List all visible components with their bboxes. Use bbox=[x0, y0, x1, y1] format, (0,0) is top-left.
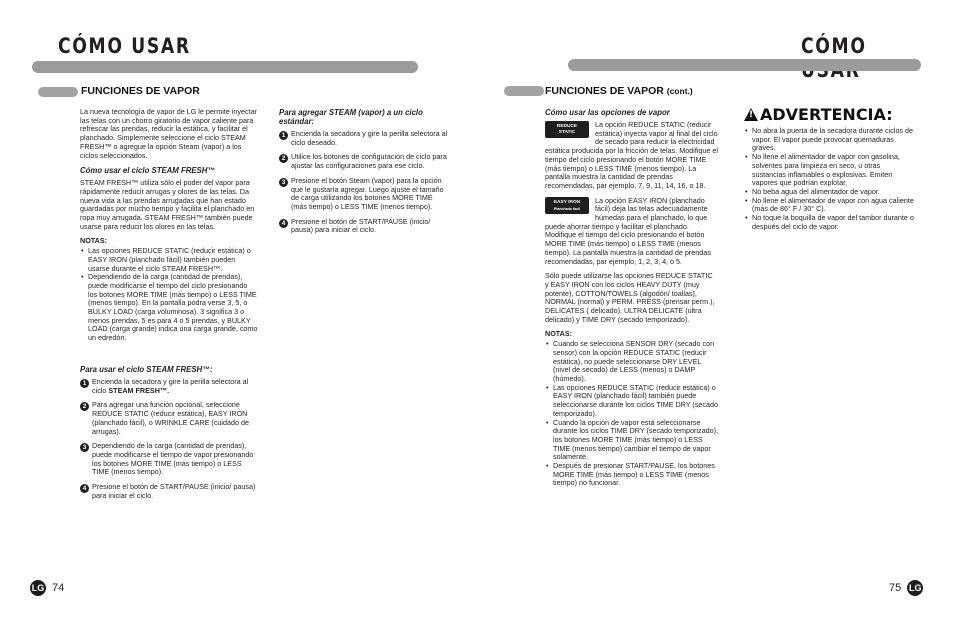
list-item: • No llene el alimentador de vapor con agua caliente (más de 86° F / 30° C). bbox=[752, 197, 916, 214]
step-number-icon: 1 bbox=[80, 379, 89, 388]
warning-glyph: ! bbox=[749, 110, 754, 120]
step-bold: STEAM FRESH™. bbox=[108, 385, 170, 395]
lg-logo-icon: LG bbox=[30, 580, 46, 596]
list-item: • No llene el alimentador de vapor con gasolina, solventes para limpieza en seco, u otras sustancias inflamables o explosivas. Emiten vapores que podrían explotar. bbox=[752, 153, 916, 188]
list-item: • Cuando se selecciona SENSOR DRY (secado con sensor) con la opción REDUCE STATIC (reducir estática), no puede seleccionarse DRY LEVEL (nivel de secado) de LESS (menos) o DAMP (húmedo). bbox=[553, 340, 718, 384]
step-text: Presione el botón de START/PAUSE (inicio/ pausa) para iniciar el ciclo. bbox=[92, 482, 256, 500]
badge-line: EASY IRON bbox=[553, 199, 581, 205]
list-item: • Las opciones REDUCE STATIC (reducir estática) o EASY IRON (planchado fácil) también pueden usarse durante el ciclo STEAM FRESH™. bbox=[88, 247, 258, 273]
add-steps-block bbox=[279, 108, 449, 241]
badge-line: REDUCE bbox=[556, 124, 578, 129]
list-item bbox=[279, 153, 449, 170]
step-text: Encienda la secadora y gire la perilla selectora al ciclo deseado. bbox=[291, 129, 448, 147]
only-text: Sólo puede utilizarse las opciones REDUCE STATIC y EASY IRON con los ciclos HEAVY DUTY (muy potente), COTTON/TOWELS (algodón/ toallas), NORMAL (normal) y PERM. PRESS (prensar perm.), DELICATES ( delicado), ULTRA DELICATE (ultra delicado) y TIME DRY (secado temporizado). bbox=[545, 271, 715, 324]
step-number-icon: 3 bbox=[80, 443, 89, 452]
step-text: Utilice los botones de configuración de ciclo para ajustar las configuraciones para ese ciclo. bbox=[291, 152, 447, 171]
list-item bbox=[80, 442, 258, 477]
list-item bbox=[279, 218, 449, 235]
list-item bbox=[279, 130, 449, 147]
section-title-right bbox=[545, 85, 693, 97]
use-title: Para usar el ciclo STEAM FRESH™: bbox=[80, 365, 213, 374]
step-number-icon: 4 bbox=[80, 484, 89, 493]
list-item bbox=[80, 483, 258, 500]
list-item: • Después de presionar START/PAUSE, los botones MORE TIME (más tiempo) o LESS TIME (menos tiempo) no funcionar. bbox=[553, 462, 718, 488]
section-title-left: FUNCIONES DE VAPOR bbox=[81, 85, 200, 97]
list-item bbox=[80, 401, 258, 436]
reduce-static-badge-icon bbox=[545, 121, 589, 138]
notes-list bbox=[80, 247, 258, 343]
section-pill-right bbox=[504, 86, 544, 96]
header-bar-left bbox=[32, 61, 418, 73]
list-item: • Cuando la opción de vapor está seleccionarse durante los ciclos TIME DRY (secado temporizado), los botones MORE TIME (más tiempo) o LESS TIME (menos tiempo) cambiar el tiempo de vapor solamente. bbox=[553, 419, 718, 463]
step-text: Dependiendo de la carga (cantidad de prendas), puede modificarse el tiempo de vapor presionando los botones MORE TIME (más tiempo) o LESS TIME (menos tiempo). bbox=[92, 441, 254, 477]
step-number-icon: 1 bbox=[279, 131, 288, 140]
notes-list bbox=[545, 340, 718, 488]
step-text: Encienda la secadora y gire la perilla selectora al ciclo bbox=[92, 377, 249, 395]
use-steps-block bbox=[80, 365, 258, 506]
notes-label: NOTAS: bbox=[80, 236, 108, 246]
step-number-icon: 2 bbox=[80, 402, 89, 411]
notes-label: NOTAS: bbox=[545, 329, 573, 339]
step-number-icon: 2 bbox=[279, 154, 288, 163]
add-title: Para agregar STEAM (vapor) a un ciclo estándar: bbox=[279, 108, 423, 126]
warning-title: ADVERTENCIA: bbox=[760, 105, 893, 124]
page-number-right bbox=[889, 580, 923, 596]
page-title-left: CÓMO USAR bbox=[58, 34, 191, 58]
easy-iron-block bbox=[545, 197, 718, 267]
section-pill-left bbox=[38, 87, 78, 97]
how-title: Cómo usar el ciclo STEAM FRESH™ bbox=[80, 166, 216, 176]
page-number-left bbox=[30, 580, 64, 596]
right-column-1 bbox=[545, 108, 718, 494]
list-item: • Dependiendo de la carga (cantidad de prendas), puede modificarse el tiempo del ciclo presionando los botones MORE TIME (más tiempo) o LESS TIME (menos tiempo). En la pantalla podra verse 3, 5, o BULKY LOAD (carga voluminosa). 3 significa 3 o menos prendas, 5 es para 4 o 5 prendas, y BULKY LOAD (carga grande) indica una carga grande, como un edredón. bbox=[88, 273, 258, 343]
page-number: 74 bbox=[52, 582, 65, 594]
warnings-list bbox=[744, 127, 916, 231]
step-text: Presione el botón Steam (vapor) para la opción que le gustaría agregar. Luego ajuste el tamaño de carga utilizando los botones MORE TIME (más tiempo) o LESS TIME (menos tiempo). bbox=[291, 175, 444, 211]
easy-iron-text: La opción EASY IRON (planchado fácil) deja las telas adecuadamente húmedas para el planchado, lo que puede ahorrar tiempo y facilitar el planchado. Modifique el tiempo del ciclo presionando el botón MORE TIME (más tiempo) o LESS TIME (menos tiempo). La pantalla muestra la cantidad de prendas recomendadas, par ejemplo, 1, 2, 3, 4, o 5. bbox=[545, 196, 711, 266]
list-item: • No toque la boquilla de vapor del tambor durante o después del ciclo de vapor. bbox=[752, 214, 916, 231]
list-item: • No abra la puerta de la secadora durante ciclos de vapor. El vapor puede provocar quemaduras graves. bbox=[752, 127, 916, 153]
step-number-icon: 3 bbox=[279, 178, 288, 187]
intro-text: La nueva tecnología de vapor de LG le permite inyectar las telas con un chorro giratorio de vapor caliente para refrescar las prendas, reducir la estática, y facilitar el planchado. Simplemente seleccione el ciclo STEAM FRESH™ o agregue la opción Steam (vapor) a los ciclos seleccionados. bbox=[80, 107, 258, 160]
reduce-static-text: La opción REDUCE STATIC (reducir estática) inyecta vapor al final del ciclo de secado para reducir la electricidad estática producida por la fricción de telas. Modifique el tiempo del ciclo presionando el botón MORE TIME (más tiempo) o LESS TIME (menos tiempo). La pantalla muestra la cantidad de prendas recomendadas, par ejemplo, 7, 9, 11, 14, 16, o 18. bbox=[545, 121, 718, 190]
list-item bbox=[279, 177, 449, 212]
options-title: Cómo usar las opciones de vapor bbox=[545, 108, 670, 117]
section-title-text: FUNCIONES DE VAPOR bbox=[545, 85, 664, 97]
warning-icon bbox=[744, 108, 758, 121]
badge-line: STATIC bbox=[558, 130, 576, 135]
list-item: • No beba agua del alimentador de vapor. bbox=[752, 188, 916, 197]
header-bar-right bbox=[568, 59, 921, 71]
page-title-right: CÓMO bbox=[801, 34, 867, 58]
warning-block bbox=[744, 105, 916, 237]
page-number: 75 bbox=[889, 582, 902, 594]
step-text: Presione el botón de START/PAUSE (inicio/ pausa) para iniciar el ciclo. bbox=[291, 216, 431, 235]
section-cont: (cont.) bbox=[666, 86, 693, 96]
easy-iron-badge-icon bbox=[545, 197, 589, 214]
reduce-static-block bbox=[545, 121, 718, 191]
list-item: • Las opciones REDUCE STATIC (reducir estática) o EASY IRON (planchado fácil) también puede seleccionarse durante los ciclos TIME DRY (secado temporizado). bbox=[553, 384, 718, 419]
lg-logo-icon: LG bbox=[907, 580, 923, 596]
warning-heading bbox=[744, 105, 916, 124]
left-column-1 bbox=[80, 108, 258, 349]
step-number-icon: 4 bbox=[279, 219, 288, 228]
how-text: STEAM FRESH™ utiliza sólo el poder del vapor para rápidamente reducir arrugas y olores de las telas. Da nueva vida a las prendas arrugadas que han estado guardadas por mucho tiempo y facilita el planchado en ropa muy arrugada. STEAM FRESH™ también puede usarse para reducir los olores en las telas. bbox=[80, 178, 255, 231]
list-item bbox=[80, 378, 258, 395]
badge-line: Planchado fácil bbox=[553, 206, 581, 211]
step-text: Para agregar una función opcional, seleccione REDUCE STATIC (reducir estática), EASY IRON (planchado fácil), o WRINKLE CARE (cuidado de arrugas). bbox=[92, 400, 249, 436]
